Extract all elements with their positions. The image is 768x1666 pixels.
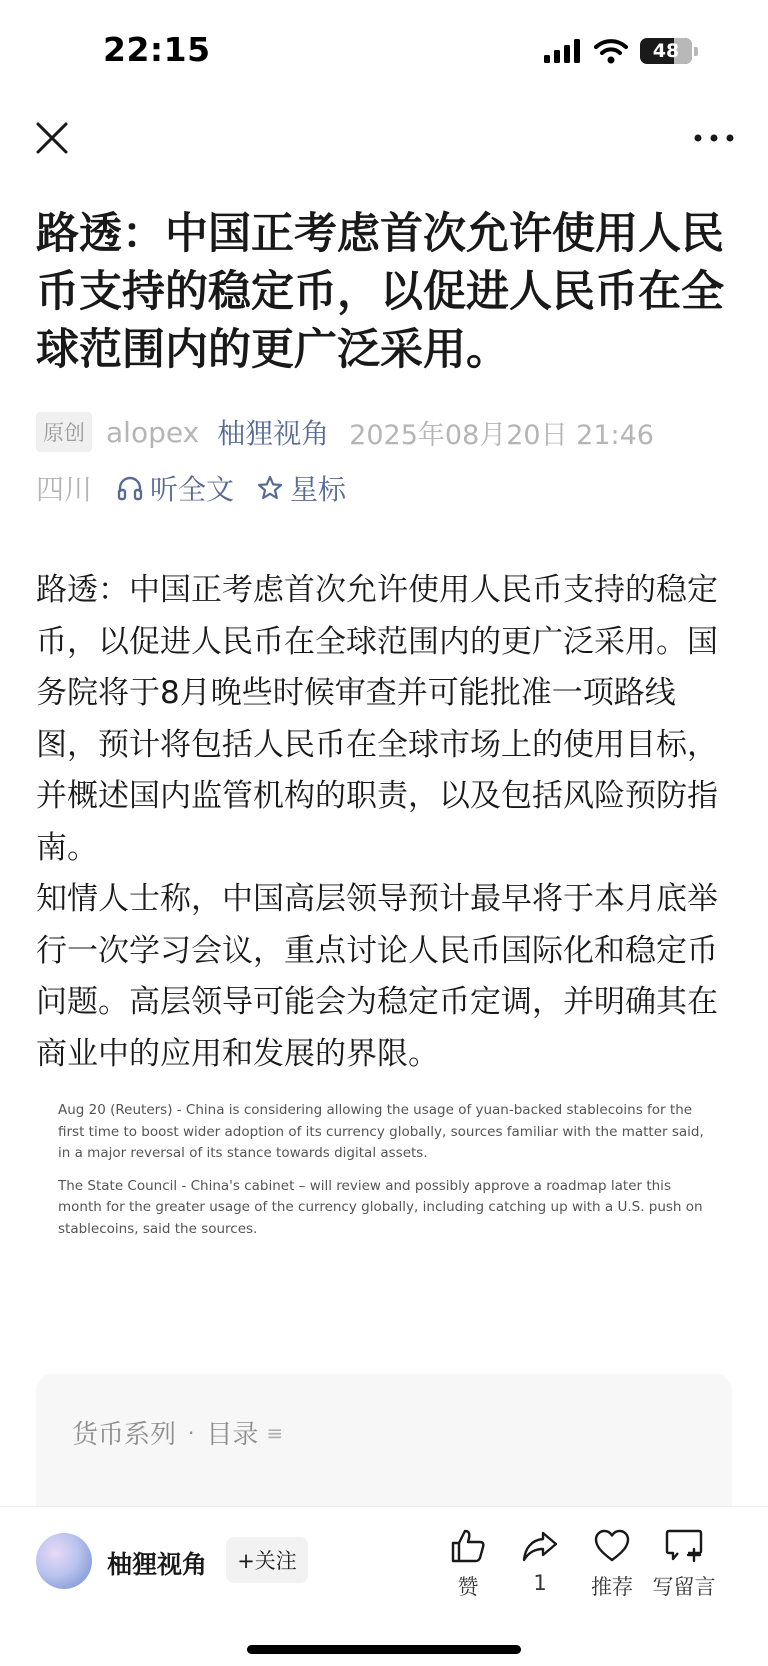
bottom-author-name[interactable]: 柚狸视角	[107, 1550, 208, 1579]
home-indicator[interactable]	[247, 1645, 521, 1654]
status-icons	[544, 38, 698, 64]
like-label: 赞	[457, 1575, 479, 1599]
heart-icon	[593, 1527, 631, 1565]
avatar[interactable]	[36, 1533, 92, 1589]
more-dots-icon	[690, 120, 738, 156]
series-toc[interactable]: 目录	[206, 1420, 259, 1450]
list-icon: ≡	[266, 1420, 284, 1445]
listen-button[interactable]	[116, 468, 234, 508]
image-paragraph: The State Council - China's cabinet – will review and possibly approve a roadmap later this month for the greater usage of the currency globally, including catching up with a U.S. push on stablecoins, said the sources.	[58, 1177, 703, 1237]
body-paragraph: 路透：中国正考虑首次允许使用人民币支持的稳定币，以促进人民币在全球范围内的更广泛采用。国务院将于8月晚些时候审查并可能批准一项路线图，预计将包括人民币在全球市场上的使用目标，并概述国内监管机构的职责，以及包括风险预防指南。	[36, 572, 718, 866]
comment-button[interactable]	[644, 1527, 724, 1601]
series-separator: ·	[188, 1420, 195, 1445]
comment-label: 写留言	[652, 1575, 716, 1599]
wifi-icon	[594, 38, 628, 64]
like-button[interactable]	[428, 1527, 508, 1601]
close-button[interactable]	[30, 116, 74, 160]
share-count: 1	[533, 1571, 547, 1595]
star-outline-icon	[256, 474, 284, 502]
author-name: alopex	[106, 415, 200, 449]
bottom-bar	[0, 1506, 768, 1666]
series-header	[72, 1414, 283, 1451]
article-title: 路透：中国正考虑首次允许使用人民币支持的稳定币，以促进人民币在全球范围内的更广泛采用。	[36, 209, 724, 375]
article-meta-secondary	[36, 466, 368, 510]
thumbs-up-icon	[449, 1527, 487, 1565]
close-icon	[30, 116, 74, 160]
battery-icon	[640, 38, 692, 64]
original-badge: 原创	[36, 412, 92, 452]
star-button[interactable]	[256, 468, 346, 508]
top-nav	[0, 100, 768, 180]
account-link[interactable]: 柚狸视角	[217, 417, 330, 450]
embedded-image	[58, 1100, 708, 1251]
follow-button[interactable]: +关注	[226, 1537, 308, 1583]
battery-level: 48	[652, 40, 680, 62]
star-label: 星标	[290, 473, 347, 506]
location: 四川	[36, 473, 93, 506]
signal-icon	[544, 39, 582, 63]
share-icon	[521, 1527, 559, 1565]
status-bar	[0, 0, 768, 100]
status-time: 22:15	[103, 30, 211, 69]
article-meta	[36, 410, 756, 454]
article-body	[36, 565, 736, 1080]
share-button[interactable]	[500, 1527, 580, 1595]
recommend-label: 推荐	[591, 1575, 633, 1599]
more-button[interactable]	[690, 120, 738, 156]
image-paragraph: Aug 20 (Reuters) - China is considering allowing the usage of yuan-backed stablecoins for the first time to boost wider adoption of its currency globally, sources familiar with the matter said, in a major reversal of its stance towards digital assets.	[58, 1102, 704, 1161]
headphones-icon	[116, 474, 144, 502]
body-paragraph: 知情人士称，中国高层领导预计最早将于本月底举行一次学习会议，重点讨论人民币国际化和稳定币问题。高层领导可能会为稳定币定调，并明确其在商业中的应用和发展的界限。	[36, 881, 718, 1072]
listen-label: 听全文	[150, 473, 235, 506]
series-name: 货币系列	[72, 1420, 177, 1450]
publish-date: 2025年08月20日 21:46	[349, 419, 654, 451]
comment-add-icon	[664, 1527, 704, 1565]
recommend-button[interactable]	[572, 1527, 652, 1601]
